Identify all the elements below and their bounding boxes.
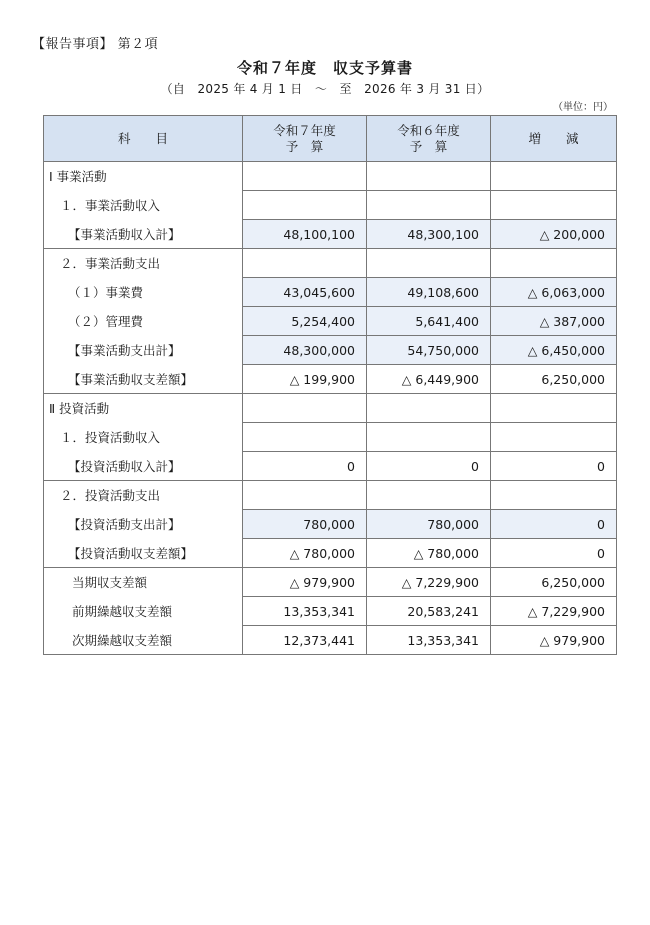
fy2025-value: 780,000 <box>243 510 367 539</box>
table-row <box>44 191 617 220</box>
change-value: 0 <box>491 510 617 539</box>
row-label: 【事業活動収入計】 <box>44 220 243 249</box>
fy2025-value <box>243 162 367 191</box>
column-header-text: 令和７年度 <box>273 122 336 138</box>
fy2024-value: 5,641,400 <box>367 307 491 336</box>
column-header-text: 令和６年度 <box>397 122 460 138</box>
table-row <box>44 452 617 481</box>
row-label: 【投資活動支出計】 <box>44 510 243 539</box>
column-header-change <box>491 116 617 162</box>
change-value: △ 6,450,000 <box>491 336 617 365</box>
row-label: 【投資活動収入計】 <box>44 452 243 481</box>
table-row <box>44 220 617 249</box>
change-value: 0 <box>491 452 617 481</box>
change-value: △ 200,000 <box>491 220 617 249</box>
row-label: 次期繰越収支差額 <box>44 626 243 655</box>
fy2025-value: 48,300,000 <box>243 336 367 365</box>
fy2024-value: △ 6,449,900 <box>367 365 491 394</box>
row-label: 当期収支差額 <box>44 568 243 597</box>
column-header-fy2024-budget <box>367 116 491 162</box>
row-label: 前期繰越収支差額 <box>44 597 243 626</box>
column-header-fy2025-budget <box>243 116 367 162</box>
row-label: 【事業活動収支差額】 <box>44 365 243 394</box>
change-value <box>491 191 617 220</box>
table-row <box>44 423 617 452</box>
table-row <box>44 626 617 655</box>
fy2025-value: 5,254,400 <box>243 307 367 336</box>
table-row <box>44 307 617 336</box>
column-header-item <box>44 116 243 162</box>
table-row <box>44 278 617 307</box>
change-value: △ 979,900 <box>491 626 617 655</box>
fy2025-value: 43,045,600 <box>243 278 367 307</box>
fy2025-value <box>243 423 367 452</box>
row-label: １．投資活動収入 <box>44 423 243 452</box>
row-label: １．事業活動収入 <box>44 191 243 220</box>
change-value: 0 <box>491 539 617 568</box>
fy2024-value: △ 7,229,900 <box>367 568 491 597</box>
change-value <box>491 394 617 423</box>
fy2024-value: △ 780,000 <box>367 539 491 568</box>
report-item-label: 【報告事項】 第２項 <box>32 37 159 52</box>
fy2025-value: △ 979,900 <box>243 568 367 597</box>
change-value: △ 6,063,000 <box>491 278 617 307</box>
table-row <box>44 481 617 510</box>
row-label: （２）管理費 <box>44 307 243 336</box>
fy2024-value: 49,108,600 <box>367 278 491 307</box>
fiscal-period: （自 2025 年 4 月 1 日 ～ 至 2026 年 3 月 31 日） <box>160 82 490 96</box>
fy2025-value <box>243 249 367 278</box>
column-header-subtext: 予 算 <box>285 138 324 154</box>
row-label: ２．投資活動支出 <box>44 481 243 510</box>
fy2024-value <box>367 162 491 191</box>
fy2024-value: 780,000 <box>367 510 491 539</box>
change-value: 6,250,000 <box>491 365 617 394</box>
table-row <box>44 336 617 365</box>
row-label: 【事業活動支出計】 <box>44 336 243 365</box>
table-row <box>44 249 617 278</box>
fy2024-value <box>367 249 491 278</box>
change-value <box>491 481 617 510</box>
fy2025-value: 48,100,100 <box>243 220 367 249</box>
unit-label: （単位：円） <box>553 102 613 113</box>
row-label: （１）事業費 <box>44 278 243 307</box>
table-row <box>44 510 617 539</box>
fy2024-value: 13,353,341 <box>367 626 491 655</box>
table-header-row <box>44 116 617 162</box>
fy2024-value: 48,300,100 <box>367 220 491 249</box>
column-header-text: 増 減 <box>528 130 579 146</box>
row-label: Ⅰ 事業活動 <box>44 162 243 191</box>
column-header-subtext: 予 算 <box>409 138 448 154</box>
table-row <box>44 568 617 597</box>
fy2024-value: 54,750,000 <box>367 336 491 365</box>
row-label: Ⅱ 投資活動 <box>44 394 243 423</box>
fy2025-value: △ 780,000 <box>243 539 367 568</box>
table-row <box>44 539 617 568</box>
document-title: 令和７年度 収支予算書 <box>236 59 413 77</box>
fy2025-value <box>243 394 367 423</box>
row-label: ２．事業活動支出 <box>44 249 243 278</box>
change-value: △ 387,000 <box>491 307 617 336</box>
change-value: 6,250,000 <box>491 568 617 597</box>
table-row <box>44 394 617 423</box>
fy2024-value <box>367 481 491 510</box>
column-header-text: 科 目 <box>117 130 168 146</box>
fy2025-value: 0 <box>243 452 367 481</box>
table-row <box>44 597 617 626</box>
change-value: △ 7,229,900 <box>491 597 617 626</box>
fy2024-value <box>367 394 491 423</box>
fy2025-value: 13,353,341 <box>243 597 367 626</box>
fy2025-value <box>243 191 367 220</box>
fy2025-value: △ 199,900 <box>243 365 367 394</box>
table-row <box>44 365 617 394</box>
change-value <box>491 423 617 452</box>
fy2024-value <box>367 191 491 220</box>
fy2024-value: 20,583,241 <box>367 597 491 626</box>
change-value <box>491 162 617 191</box>
fy2024-value <box>367 423 491 452</box>
fy2025-value <box>243 481 367 510</box>
budget-table <box>43 115 617 655</box>
row-label: 【投資活動収支差額】 <box>44 539 243 568</box>
fy2025-value: 12,373,441 <box>243 626 367 655</box>
table-row <box>44 162 617 191</box>
fy2024-value: 0 <box>367 452 491 481</box>
change-value <box>491 249 617 278</box>
